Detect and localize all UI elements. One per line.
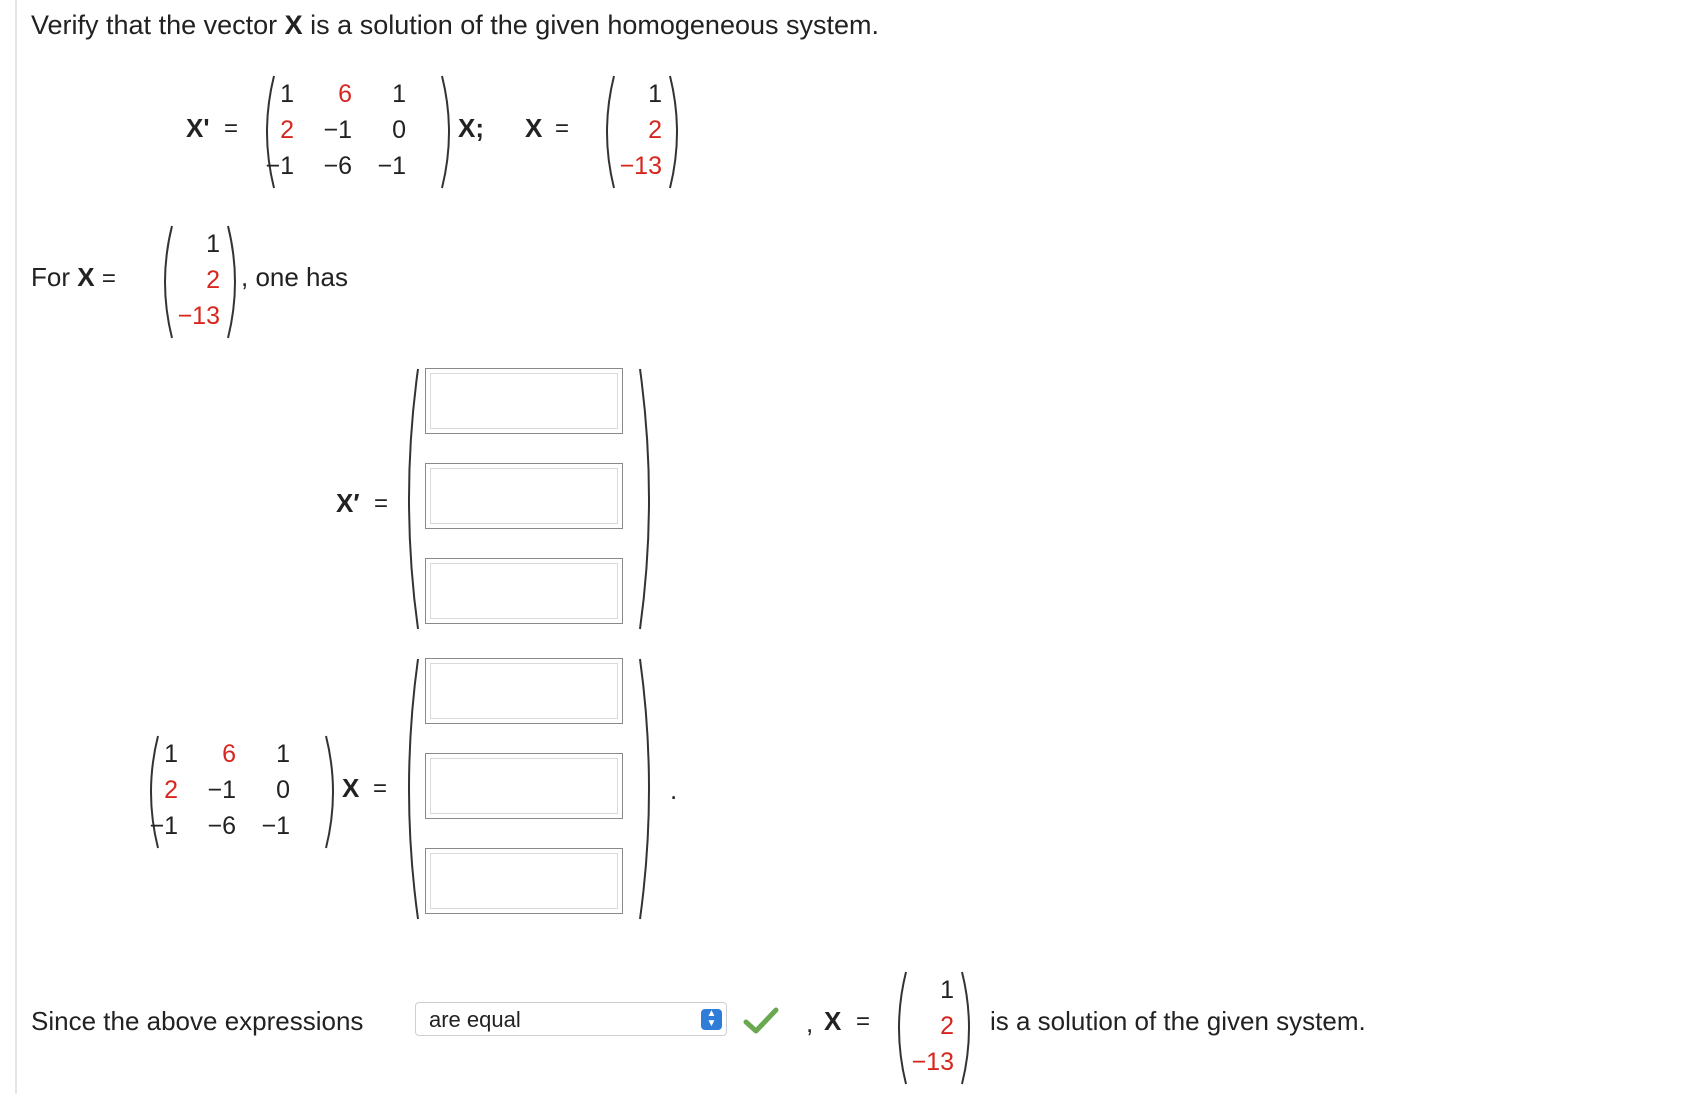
prompt-vector: X	[284, 10, 303, 40]
for-x-vector	[156, 222, 246, 342]
input-value	[430, 758, 618, 814]
input-value	[430, 663, 618, 719]
xprime-input-3[interactable]	[425, 558, 623, 624]
vector-cell: 2	[648, 116, 662, 144]
system-rhs-var: X;	[458, 113, 484, 143]
for-var: X	[77, 262, 95, 292]
conclusion-suffix: is a solution of the given system.	[990, 1006, 1366, 1036]
matrix-cell: 2	[280, 116, 294, 144]
system-matrix	[258, 72, 458, 192]
matrix-cell: 1	[164, 740, 178, 768]
input-value	[430, 563, 618, 619]
matrix-cell: 0	[392, 116, 406, 144]
conclusion-vector	[890, 968, 980, 1088]
matrix-cell: 6	[338, 80, 352, 108]
matrix-cell: −1	[265, 152, 294, 180]
vector-cell: 2	[206, 266, 220, 294]
vector-cell: −13	[619, 152, 662, 180]
right-paren-icon	[322, 732, 342, 852]
ax-input-2[interactable]	[425, 753, 623, 819]
matrix-cell: 1	[276, 740, 290, 768]
right-paren-icon	[438, 72, 458, 192]
system-lhs: X'	[186, 113, 210, 143]
input-value	[430, 853, 618, 909]
xprime-equals: =	[374, 490, 389, 517]
input-value	[430, 373, 618, 429]
matrix-cell: 1	[280, 80, 294, 108]
matrix-cell: 2	[164, 776, 178, 804]
left-paren-icon	[398, 655, 422, 923]
ax-input-1[interactable]	[425, 658, 623, 724]
for-text: For	[31, 262, 70, 292]
left-paren-icon	[398, 365, 422, 633]
conclusion-comma: ,	[806, 1008, 814, 1038]
matrix-cell: −1	[323, 116, 352, 144]
select-value: are equal	[429, 1007, 521, 1032]
conclusion-prefix: Since the above expressions	[31, 1006, 364, 1036]
ax-period: .	[670, 775, 678, 805]
conclusion-select[interactable]	[415, 1002, 727, 1036]
for-x-line	[31, 262, 116, 293]
matrix-cell: 0	[276, 776, 290, 804]
matrix-cell: −1	[149, 812, 178, 840]
ax-equals: =	[373, 775, 388, 802]
matrix-cell: 1	[392, 80, 406, 108]
matrix-cell: −1	[207, 776, 236, 804]
problem-prompt	[31, 10, 879, 41]
matrix-cell: −1	[377, 152, 406, 180]
system-x-vector	[598, 72, 688, 192]
left-border	[15, 0, 17, 1094]
xprime-input-1[interactable]	[425, 368, 623, 434]
vector-cell: 1	[648, 80, 662, 108]
prompt-text: Verify that the vector	[31, 10, 278, 40]
xprime-label: X′	[336, 488, 360, 518]
system-x-equals: =	[555, 115, 570, 142]
matrix-cell: −6	[207, 812, 236, 840]
matrix-cell: −6	[323, 152, 352, 180]
vector-cell: −13	[177, 302, 220, 330]
right-paren-icon	[666, 72, 686, 192]
system-x-label: X	[525, 113, 543, 143]
matrix-cell: −1	[261, 812, 290, 840]
for-equals: =	[101, 265, 116, 292]
vector-cell: −13	[911, 1048, 954, 1076]
prompt-text-2: is a solution of the given homogeneous system.	[310, 10, 880, 40]
select-arrows-icon[interactable]: ▲ ▼	[701, 1009, 722, 1030]
right-paren-icon	[636, 365, 660, 633]
right-paren-icon	[636, 655, 660, 923]
system-equals: =	[224, 115, 239, 142]
checkmark-icon	[742, 1006, 780, 1036]
ax-matrix	[142, 732, 342, 852]
conclusion-equals: =	[856, 1008, 871, 1035]
vector-cell: 1	[206, 230, 220, 258]
vector-cell: 2	[940, 1012, 954, 1040]
input-value	[430, 468, 618, 524]
xprime-input-2[interactable]	[425, 463, 623, 529]
matrix-cell: 6	[222, 740, 236, 768]
vector-cell: 1	[940, 976, 954, 1004]
one-has-text: , one has	[241, 262, 348, 292]
ax-var: X	[342, 773, 360, 803]
conclusion-var: X	[824, 1006, 842, 1036]
ax-input-3[interactable]	[425, 848, 623, 914]
right-paren-icon	[958, 968, 978, 1088]
